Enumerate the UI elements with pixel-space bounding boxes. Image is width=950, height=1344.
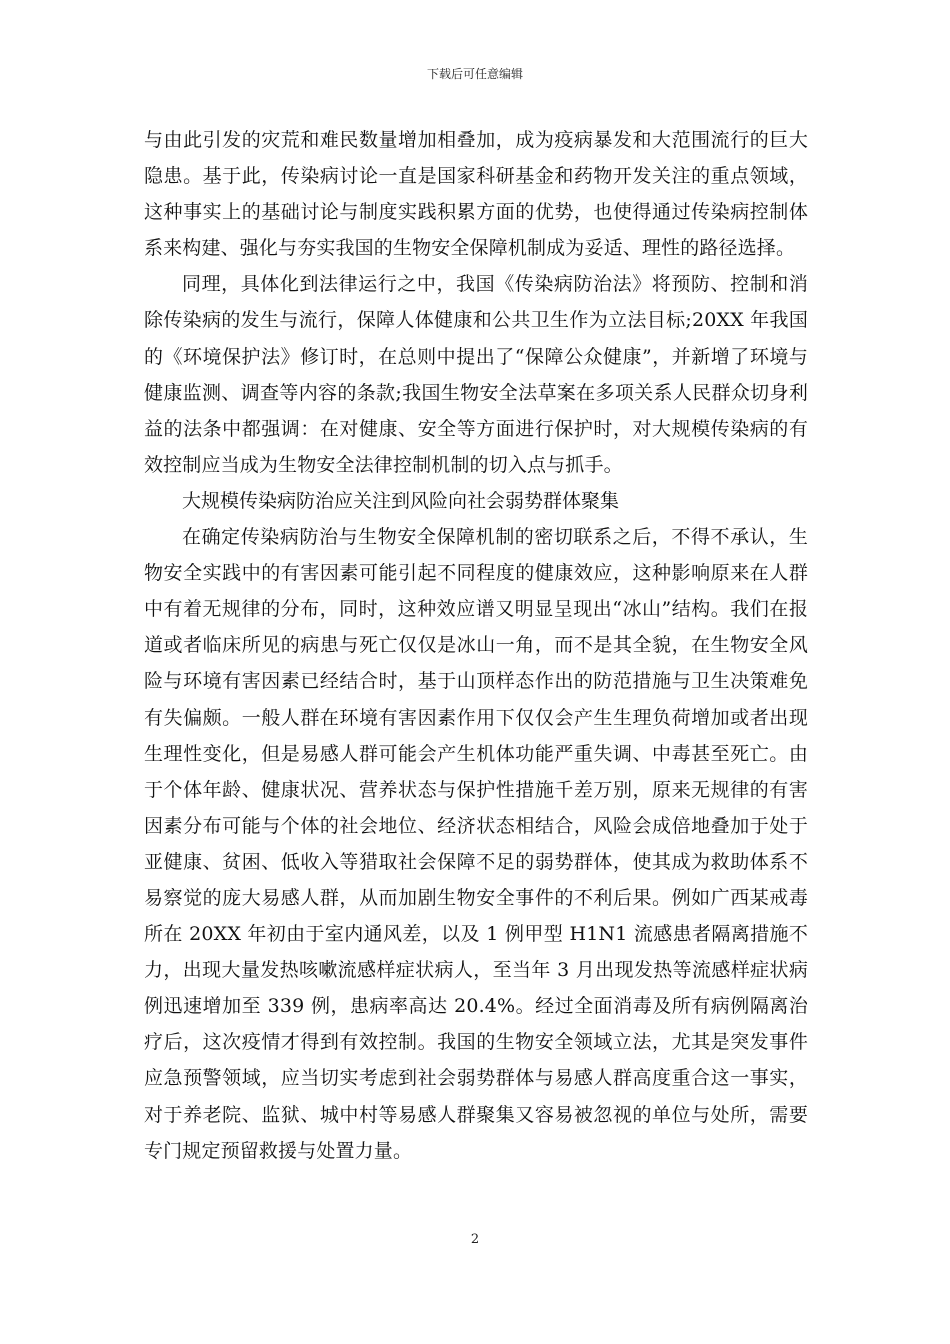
paragraph-continuation: 与由此引发的灾荒和难民数量增加相叠加，成为疫病暴发和大范围流行的巨大隐患。基于此，传染病讨论一直是国家科研基金和药物开发关注的重点领域，这种事实上的基础讨论与制度实践积累方面的优势，也使得通过传染病控制体系来构建、强化与夯实我国的生物安全保障机制成为妥适、理性的路径选择。 [144, 129, 808, 260]
paragraph-vulnerable-groups: 在确定传染病防治与生物安全保障机制的密切联系之后，不得不承认，生物安全实践中的有害因素可能引起不同程度的健康效应，这种影响原来在人群中有着无规律的分布，同时，这种效应谱又明显呈现出“冰山”结构。我们在报道或者临床所见的病患与死亡仅仅是冰山一角，而不是其全貌，在生物安全风险与环境有害因素已经结合时，基于山顶样态作出的防范措施与卫生决策难免有失偏颇。一般人群在环境有害因素作用下仅仅会产生生理负荷增加或者出现生理性变化，但是易感人群可能会产生机体功能严重失调、中毒甚至死亡。由于个体年龄、健康状况、营养状态与保护性措施千差万别，原来无规律的有害因素分布可能与个体的社会地位、经济状态相结合，风险会成倍地叠加于处于亚健康、贫困、低收入等猎取社会保障不足的弱势群体，使其成为救助体系不易察觉的庞大易感人群，从而加剧生物安全事件的不利后果。例如广西某戒毒所在 20XX 年初由于室内通风差，以及 1 例甲型 H1N1 流感患者隔离措施不力，出现大量发热咳嗽流感样症状病人，至当年 3 月出现发热等流感样症状病例迅速增加至 339 例，患病率高达 20.4%。经过全面消毒及所有病例隔离治疗后，这次疫情才得到有效控制。我国的生物安全领域立法，尤其是突发事件应急预警领域，应当切实考虑到社会弱势群体与易感人群高度重合这一事实，对于养老院、监狱、城中村等易感人群聚集又容易被忽视的单位与处所，需要专门规定预留救援与处置力量。 [144, 526, 808, 1162]
section-heading: 大规模传染病防治应关注到风险向社会弱势群体聚集 [182, 489, 620, 512]
document-body [144, 122, 808, 1169]
page-header: 下载后可任意编辑 [426, 67, 523, 81]
page-number: 2 [470, 1232, 480, 1247]
paragraph-legal-basis: 同理，具体化到法律运行之中，我国《传染病防治法》将预防、控制和消除传染病的发生与流行，保障人体健康和公共卫生作为立法目标;20XX 年我国的《环境保护法》修订时，在总则中提出了“保障公众健康”，并新增了环境与健康监测、调查等内容的条款;我国生物安全法草案在多项关系人民群众切身利益的法条中都强调：在对健康、安全等方面进行保护时，对大规模传染病的有效控制应当成为生物安全法律控制机制的切入点与抓手。 [144, 273, 808, 476]
